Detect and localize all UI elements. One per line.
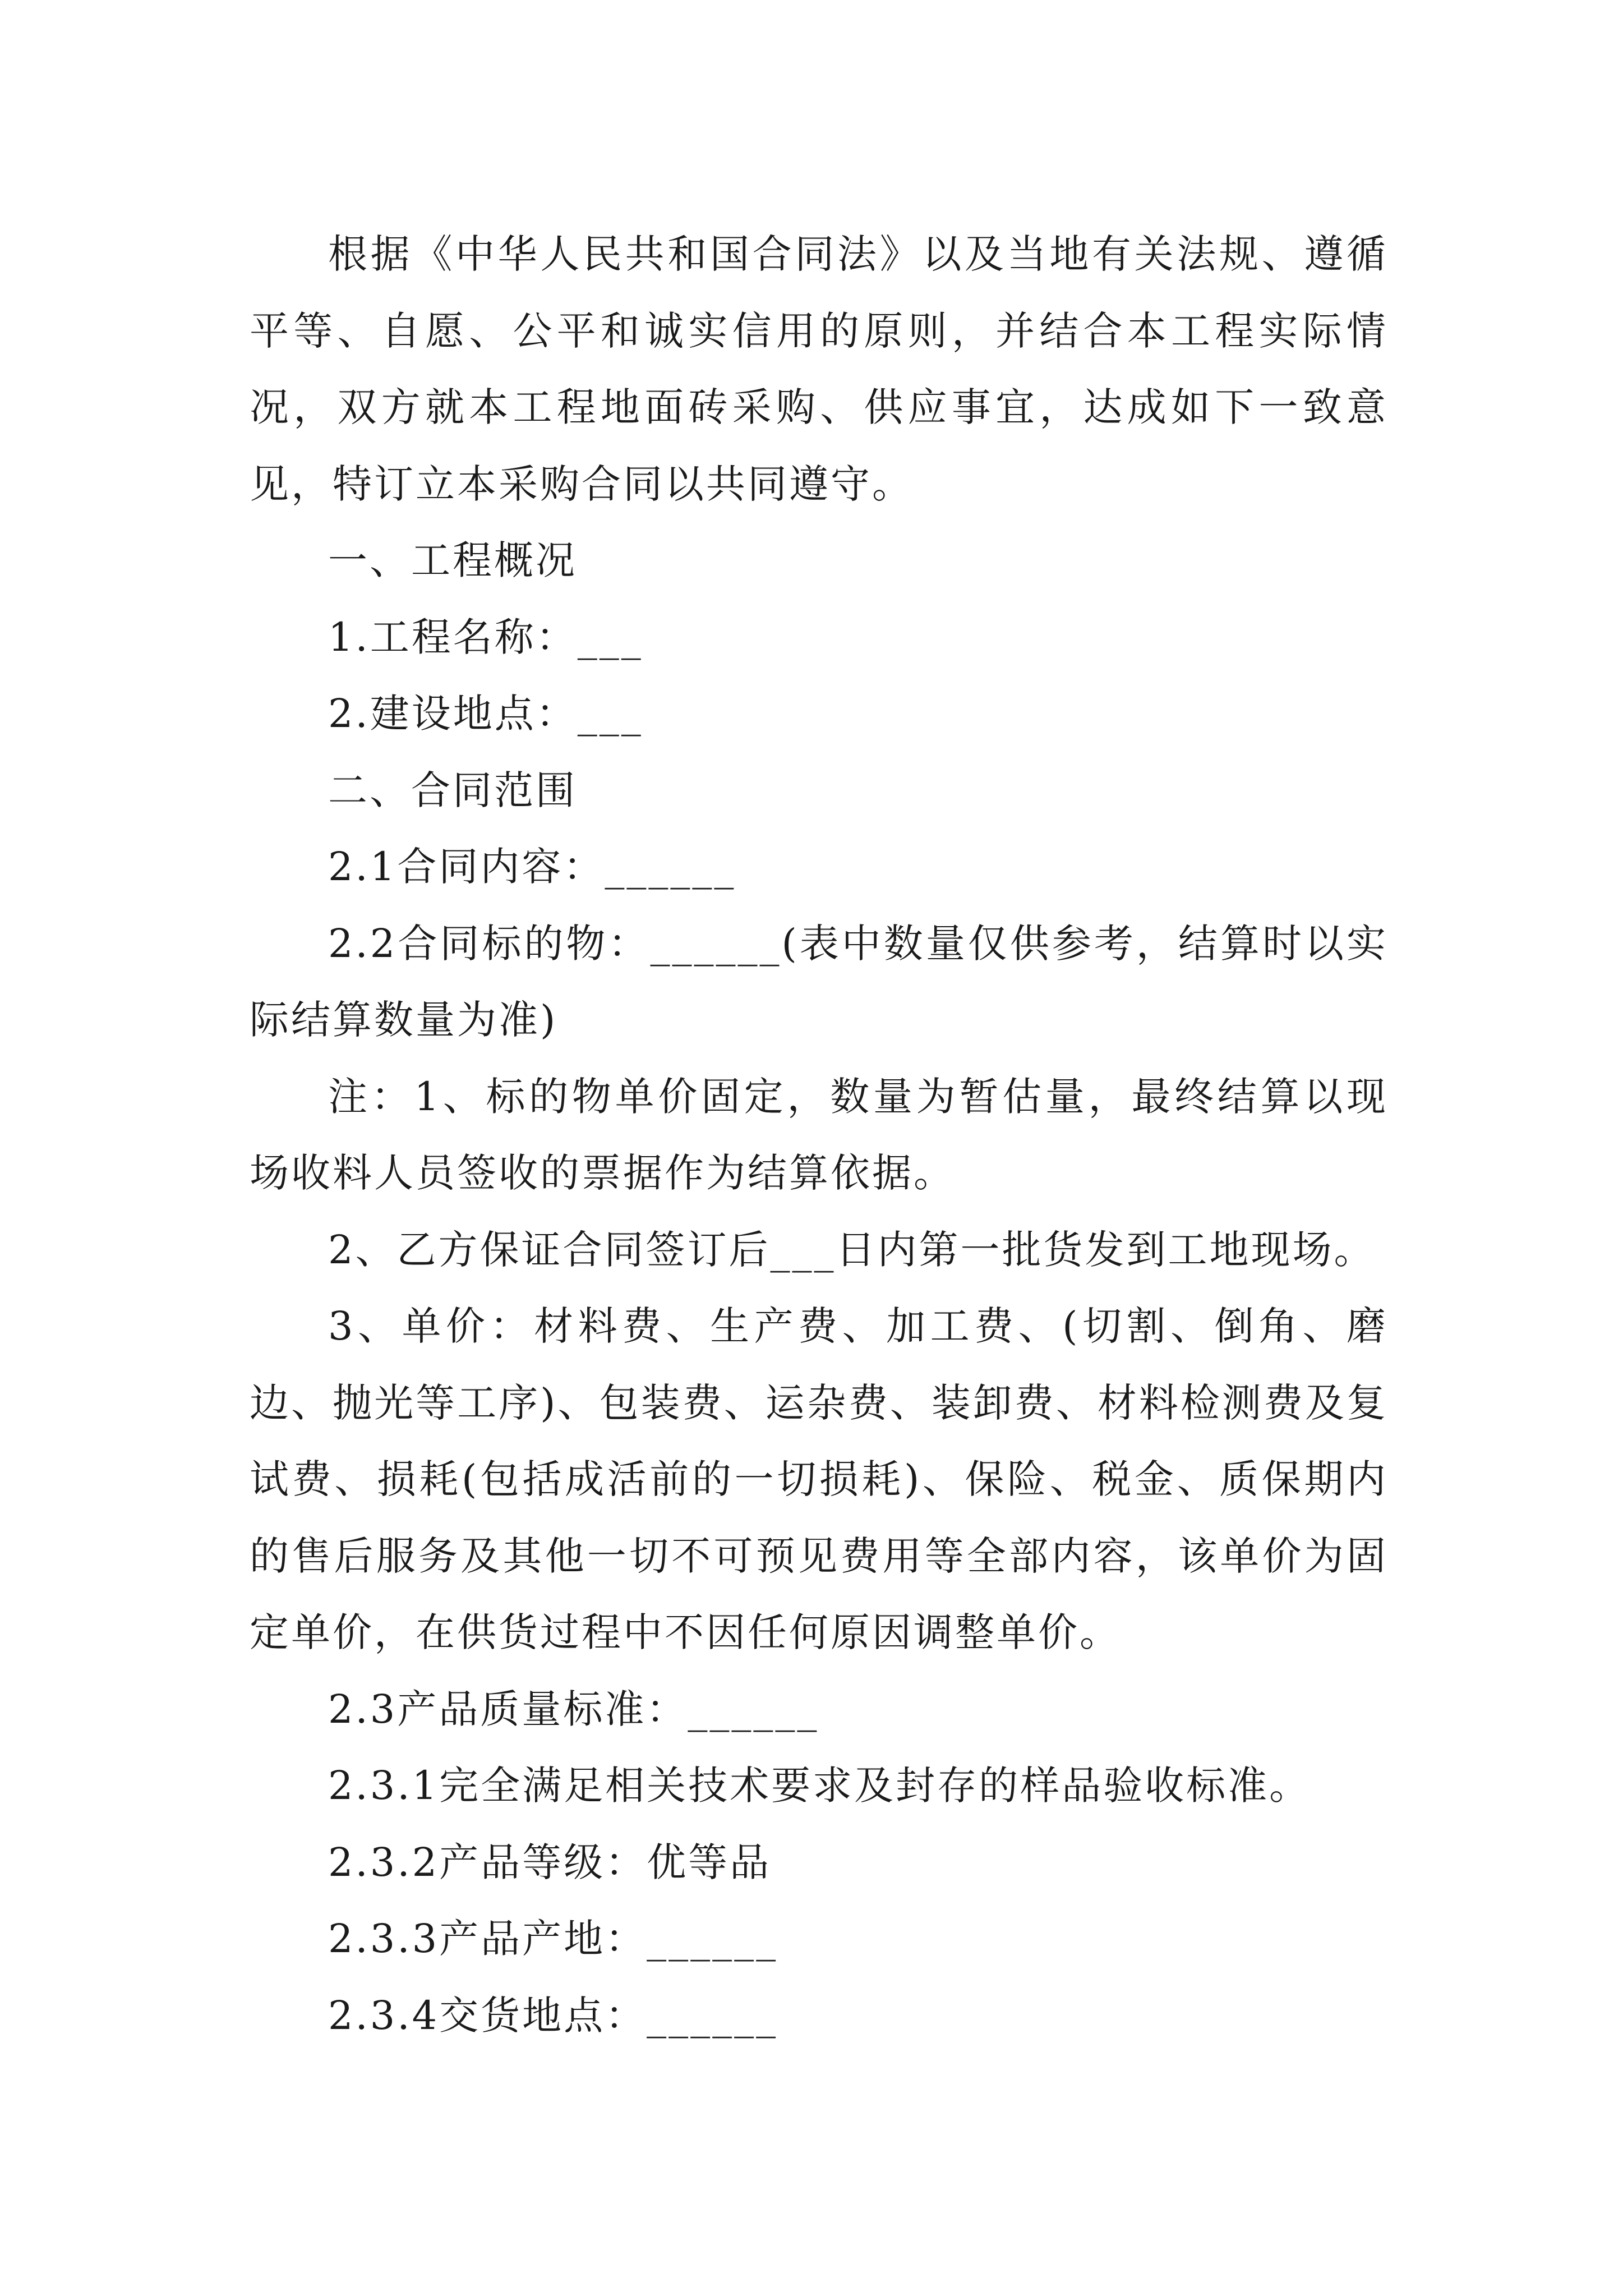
document-body <box>250 216 1388 2054</box>
paragraph-product-origin: 2.3.3产品产地：______ <box>328 1916 778 1962</box>
paragraph-technical-requirements: 2.3.1完全满足相关技术要求及封存的样品验收标准。 <box>328 1763 1311 1809</box>
paragraph-contract-content: 2.1合同内容：______ <box>328 844 736 890</box>
paragraph-delivery-location: 2.3.4交货地点：______ <box>328 1992 778 2039</box>
paragraph-preamble: 根据《中华人民共和国合同法》以及当地有关法规、遵循平等、自愿、公平和诚实信用的原则，并结合本工程实际情况，双方就本工程地面砖采购、供应事宜，达成如下一致意见，特订立本采购合同以共同遵守。 <box>250 231 1388 507</box>
paragraph-contract-subject: 2.2合同标的物：______(表中数量仅供参考，结算时以实际结算数量为准) <box>250 920 1388 1043</box>
paragraph-quality-standard: 2.3产品质量标准：______ <box>328 1686 819 1732</box>
heading-project-overview: 一、工程概况 <box>328 537 577 583</box>
paragraph-product-grade: 2.3.2产品等级：优等品 <box>328 1839 772 1885</box>
paragraph-note-price-composition: 3、单价：材料费、生产费、加工费、(切割、倒角、磨边、抛光等工序)、包装费、运杂费、装卸费、材料检测费及复试费、损耗(包括成活前的一切损耗)、保险、税金、质保期内的售后服务及其他一切不可预见费用等全部内容，该单价为固定单价，在供货过程中不因任何原因调整单价。 <box>250 1303 1388 1655</box>
paragraph-note-delivery: 2、乙方保证合同签订后___日内第一批货发到工地现场。 <box>328 1226 1376 1273</box>
paragraph-project-name: 1.工程名称：___ <box>328 614 643 660</box>
heading-contract-scope: 二、合同范围 <box>328 767 577 813</box>
paragraph-construction-site: 2.建设地点：___ <box>328 691 643 737</box>
paragraph-note-unit-price: 注：1、标的物单价固定，数量为暂估量，最终结算以现场收料人员签收的票据作为结算依据。 <box>250 1073 1388 1196</box>
